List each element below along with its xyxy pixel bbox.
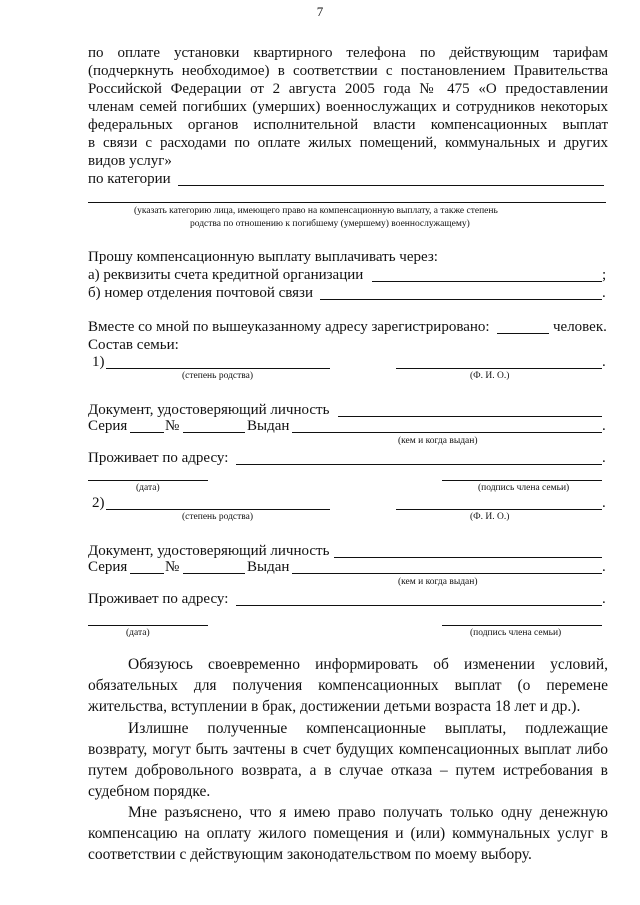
issued-hint: (кем и когда выдан) bbox=[398, 436, 478, 446]
period: . bbox=[602, 450, 606, 466]
intro-line-3: Российской Федерации от 2 августа 2005 года № 475 «О предоставлении bbox=[88, 81, 608, 97]
paragraph-right bbox=[88, 802, 608, 865]
name-hint: (Ф. И. О.) bbox=[470, 371, 510, 381]
paragraph-obligation bbox=[88, 654, 608, 717]
category-hint-2: родства по отношению к погибшему (умершему) военнослужащему) bbox=[190, 219, 470, 229]
signature-field[interactable] bbox=[442, 480, 602, 481]
registered-suffix: человек. bbox=[553, 319, 607, 335]
payment-option-a-label: а) реквизиты счета кредитной организации bbox=[88, 267, 364, 283]
period: . bbox=[602, 495, 606, 511]
series-field[interactable] bbox=[130, 573, 164, 574]
category-hint-1: (указать категорию лица, имеющего право на компенсационную выплату, а также степень bbox=[134, 206, 498, 216]
document-field[interactable] bbox=[338, 416, 602, 417]
number-label: № bbox=[165, 559, 180, 575]
series-label: Серия bbox=[88, 418, 128, 434]
member-number: 1) bbox=[92, 354, 105, 370]
address-label: Проживает по адресу: bbox=[88, 591, 229, 607]
issued-hint: (кем и когда выдан) bbox=[398, 577, 478, 587]
post-office-field[interactable] bbox=[320, 299, 602, 300]
signature-hint: (подпись члена семьи) bbox=[470, 628, 562, 638]
date-hint: (дата) bbox=[136, 483, 160, 493]
period: . bbox=[602, 418, 606, 434]
payment-option-b-end: . bbox=[602, 285, 606, 301]
family-title: Состав семьи: bbox=[88, 337, 179, 353]
address-field[interactable] bbox=[236, 464, 602, 465]
date-hint: (дата) bbox=[126, 628, 150, 638]
member-relation-field[interactable] bbox=[106, 509, 330, 510]
series-label: Серия bbox=[88, 559, 128, 575]
address-label: Проживает по адресу: bbox=[88, 450, 229, 466]
signature-field[interactable] bbox=[442, 625, 602, 626]
number-field[interactable] bbox=[183, 432, 245, 433]
member-number: 2) bbox=[92, 495, 105, 511]
intro-line-6: в связи с расходами по оплате жилых помещений, коммунальных и других bbox=[88, 135, 608, 151]
paragraph-text: Излишне полученные компенсационные выплаты, подлежащие возврату, могут быть зачтены в счет будущих компенсационных выплат либо путем добровольного возврата, а в случае отказа – путем истребования в судебном порядке. bbox=[88, 720, 608, 800]
intro-line-7: видов услуг» bbox=[88, 153, 172, 169]
relation-hint: (степень родства) bbox=[182, 371, 254, 381]
intro-line-5: федеральных органов исполнительной власти компенсационных выплат bbox=[88, 117, 608, 133]
page-number: 7 bbox=[316, 4, 324, 19]
bank-account-field[interactable] bbox=[372, 281, 602, 282]
address-field[interactable] bbox=[236, 605, 602, 606]
document-label: Документ, удостоверяющий личность bbox=[88, 402, 330, 418]
payment-option-b-label: б) номер отделения почтовой связи bbox=[88, 285, 314, 301]
registered-count-field[interactable] bbox=[497, 333, 549, 334]
series-field[interactable] bbox=[130, 432, 164, 433]
category-field-line-2[interactable] bbox=[88, 202, 606, 203]
member-name-field[interactable] bbox=[396, 368, 602, 369]
name-hint: (Ф. И. О.) bbox=[470, 512, 510, 522]
issued-field[interactable] bbox=[292, 573, 602, 574]
intro-line-4: членам семей погибших (умерших) военнослужащих и сотрудников некоторых bbox=[88, 99, 608, 115]
category-label: по категории bbox=[88, 171, 171, 187]
payment-option-a-end: ; bbox=[602, 267, 607, 283]
document-label: Документ, удостоверяющий личность bbox=[88, 543, 330, 559]
document-field[interactable] bbox=[334, 557, 602, 558]
issued-label: Выдан bbox=[247, 418, 290, 434]
date-field[interactable] bbox=[88, 480, 208, 481]
registered-prefix: Вместе со мной по вышеуказанному адресу зарегистрировано: bbox=[88, 319, 490, 335]
paragraph-refund bbox=[88, 718, 608, 802]
period: . bbox=[602, 591, 606, 607]
period: . bbox=[602, 354, 606, 370]
intro-line-1: по оплате установки квартирного телефона по действующим тарифам bbox=[88, 45, 608, 61]
issued-field[interactable] bbox=[292, 432, 602, 433]
date-field[interactable] bbox=[88, 625, 208, 626]
number-label: № bbox=[165, 418, 180, 434]
member-relation-field[interactable] bbox=[106, 368, 330, 369]
paragraph-text: Мне разъяснено, что я имею право получать только одну денежную компенсацию на оплату жилого помещения и (или) коммунальных услуг в соответствии с действующим законодательством по моему выбору. bbox=[88, 804, 608, 863]
issued-label: Выдан bbox=[247, 559, 290, 575]
paragraph-text: Обязуюсь своевременно информировать об изменении условий, обязательных для получения компенсационных выплат (о перемене жительства, вступлении в брак, достижении детьми возраста 18 лет и др.). bbox=[88, 656, 608, 715]
payment-title: Прошу компенсационную выплату выплачивать через: bbox=[88, 249, 438, 265]
member-name-field[interactable] bbox=[396, 509, 602, 510]
period: . bbox=[602, 559, 606, 575]
intro-line-2: (подчеркнуть необходимое) в соответствии с постановлением Правительства bbox=[88, 63, 608, 79]
category-field[interactable] bbox=[178, 185, 604, 186]
relation-hint: (степень родства) bbox=[182, 512, 254, 522]
number-field[interactable] bbox=[183, 573, 245, 574]
signature-hint: (подпись члена семьи) bbox=[478, 483, 570, 493]
